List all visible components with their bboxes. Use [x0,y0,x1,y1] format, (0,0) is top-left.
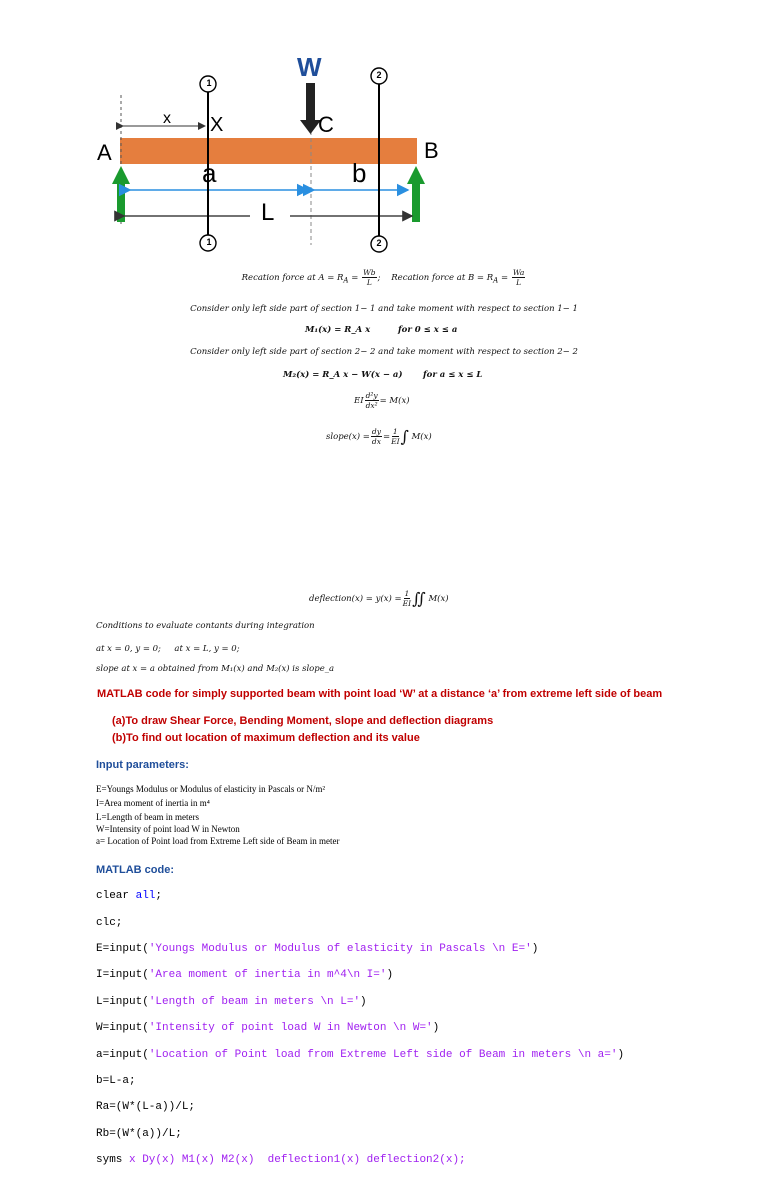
integral-sign: ∫ [400,427,409,446]
code-line: Rb=(W*(a))/L; [96,1127,182,1140]
code-string: 'Intensity of point load W in Newton \n W=' [148,1022,433,1035]
reaction-b-eq: = [498,273,511,283]
matlab-code-heading: MATLAB code: [96,864,175,876]
beam-diagram-svg [90,50,460,260]
slope-left: slope(x) = [326,432,370,442]
deflection-coef-den: EI [402,599,412,608]
code-line [96,1049,624,1062]
code-string: 'Length of beam in meters \n L=' [148,995,361,1008]
reaction-sep: ; [377,273,381,283]
param-i: I=Area moment of inertia in m⁴ [96,798,210,808]
code-input-call: L=input( [96,995,149,1008]
reaction-a-num: Wb [363,268,376,277]
code-paren: ) [432,1022,440,1035]
support-b-head [407,166,425,184]
code-clear: clear [96,890,136,903]
reaction-b-prefix: Recation force at B = R [391,273,494,283]
code-paren: ) [617,1048,625,1061]
reaction-b-sub: A [493,275,499,285]
reaction-a-prefix: Recation force at A = R [241,273,344,283]
code-line [96,1154,624,1167]
code-string: 'Youngs Modulus or Modulus of elasticity in Pascals \n E=' [148,943,532,956]
param-e: E=Youngs Modulus or Modulus of elasticity in Pascals or N/m² [96,784,326,794]
beam-diagram [90,50,460,260]
code-syms: syms [96,1154,123,1167]
section-2-bottom-label: 2 [376,238,382,248]
slope-num: dy [371,427,381,436]
beam [120,138,417,164]
slope-mid: = [382,432,391,442]
code-paren: ) [531,943,539,956]
consider-section-1: Consider only left side part of section 1− 1 and take moment with respect to section 1− 1 [190,304,578,314]
deflection-right: M(x) [428,594,449,604]
slope-equation [326,427,432,446]
slope-coef-fraction [391,427,399,446]
reaction-a-fraction [362,268,377,287]
m1-range: for 0 ≤ x ≤ a [398,325,458,335]
input-parameters-heading: Input parameters: [96,759,189,771]
ei-den: dx² [365,401,378,410]
slope-coef-num: 1 [392,427,398,436]
section-2-top-label: 2 [376,70,382,80]
reaction-b-num: Wa [512,268,525,277]
support-a-shaft [117,182,125,222]
code-input-call: I=input( [96,969,149,982]
code-line [96,969,624,982]
code-syms-args: x Dy(x) M1(x) M2(x) deflection1(x) deflection2(x); [122,1154,466,1167]
matlab-heading: MATLAB code for simply supported beam with point load ‘W’ at a distance ‘a’ from extreme left side of beam [97,688,663,700]
code-paren: ) [386,969,394,982]
m1-equation: M₁(x) = R_A x [305,325,371,335]
point-x-label: X [210,114,224,136]
reaction-b-fraction [512,268,526,287]
dim-l-label: L [261,199,275,226]
slope-right: M(x) [411,432,432,442]
x-dim-label: x [163,110,171,127]
code-semicolon: ; [155,890,163,903]
matlab-code-block [96,877,624,1181]
load-arrow-shaft [306,83,315,123]
support-a-head [112,166,130,184]
code-string: 'Location of Point load from Extreme Left side of Beam in meters \n a=' [148,1048,618,1061]
support-b-shaft [412,182,420,222]
section-1-bottom-label: 1 [206,237,212,247]
conditions-line-1: at x = 0, y = 0; at x = L, y = 0; [96,644,240,654]
code-input-call: E=input( [96,943,149,956]
code-paren: ) [360,995,367,1008]
code-line: Ra=(W*(L-a))/L; [96,1101,196,1114]
deflection-left: deflection(x) = y(x) = [309,594,402,604]
ei-left: EI [354,396,364,406]
code-input-call: a=input( [96,1048,149,1061]
dim-b-label: b [352,158,367,188]
code-line: b=L-a; [96,1075,136,1088]
reaction-a-sub: A [343,275,349,285]
code-string: 'Area moment of inertia in m^4\n I=' [148,969,387,982]
param-a: a= Location of Point load from Extreme Left side of Beam in meter [96,836,340,846]
code-line [96,1022,624,1035]
consider-section-2: Consider only left side part of section 2− 2 and take moment with respect to section 2− 2 [190,347,578,357]
double-integral-sign: ∬ [412,589,426,608]
ei-num: d²y [365,391,378,400]
param-l: L=Length of beam in meters [96,812,200,822]
reaction-equations [0,268,768,287]
code-line: clc; [96,916,123,929]
slope-den: dx [371,437,381,446]
section-1-top-label: 1 [206,78,212,88]
reaction-a-eq: = [348,273,362,283]
goal-a: (a)To draw Shear Force, Bending Moment, slope and deflection diagrams [112,715,494,727]
slope-fraction [371,427,382,446]
ei-fraction [365,391,379,410]
reaction-b-den: L [516,278,522,287]
ei-equation [354,391,410,410]
conditions-line-2: slope at x = a obtained from M₁(x) and M₂(x) is slope_a [96,664,335,674]
support-a-label: A [97,140,112,165]
code-line [96,890,624,903]
ei-right: = M(x) [379,396,410,406]
point-c-label: C [318,112,334,137]
code-keyword-all: all [135,890,156,903]
param-w: W=Intensity of point load W in Newton [96,824,240,834]
conditions-title: Conditions to evaluate contants during integration [96,621,315,631]
reaction-a-den: L [366,278,372,287]
deflection-equation [309,589,449,608]
m2-equation: M₂(x) = R_A x − W(x − a) [283,370,403,380]
goal-b: (b)To find out location of maximum deflection and its value [112,732,420,744]
deflection-coef-fraction [403,589,411,608]
code-line [96,943,624,956]
support-b-label: B [424,138,439,163]
load-label: W [297,52,322,82]
m2-range: for a ≤ x ≤ L [423,370,483,380]
slope-coef-den: EI [391,437,400,446]
dim-a-label: a [202,158,217,188]
deflection-coef-num: 1 [404,589,410,598]
code-input-call: W=input( [96,1022,149,1035]
code-line [96,996,624,1009]
